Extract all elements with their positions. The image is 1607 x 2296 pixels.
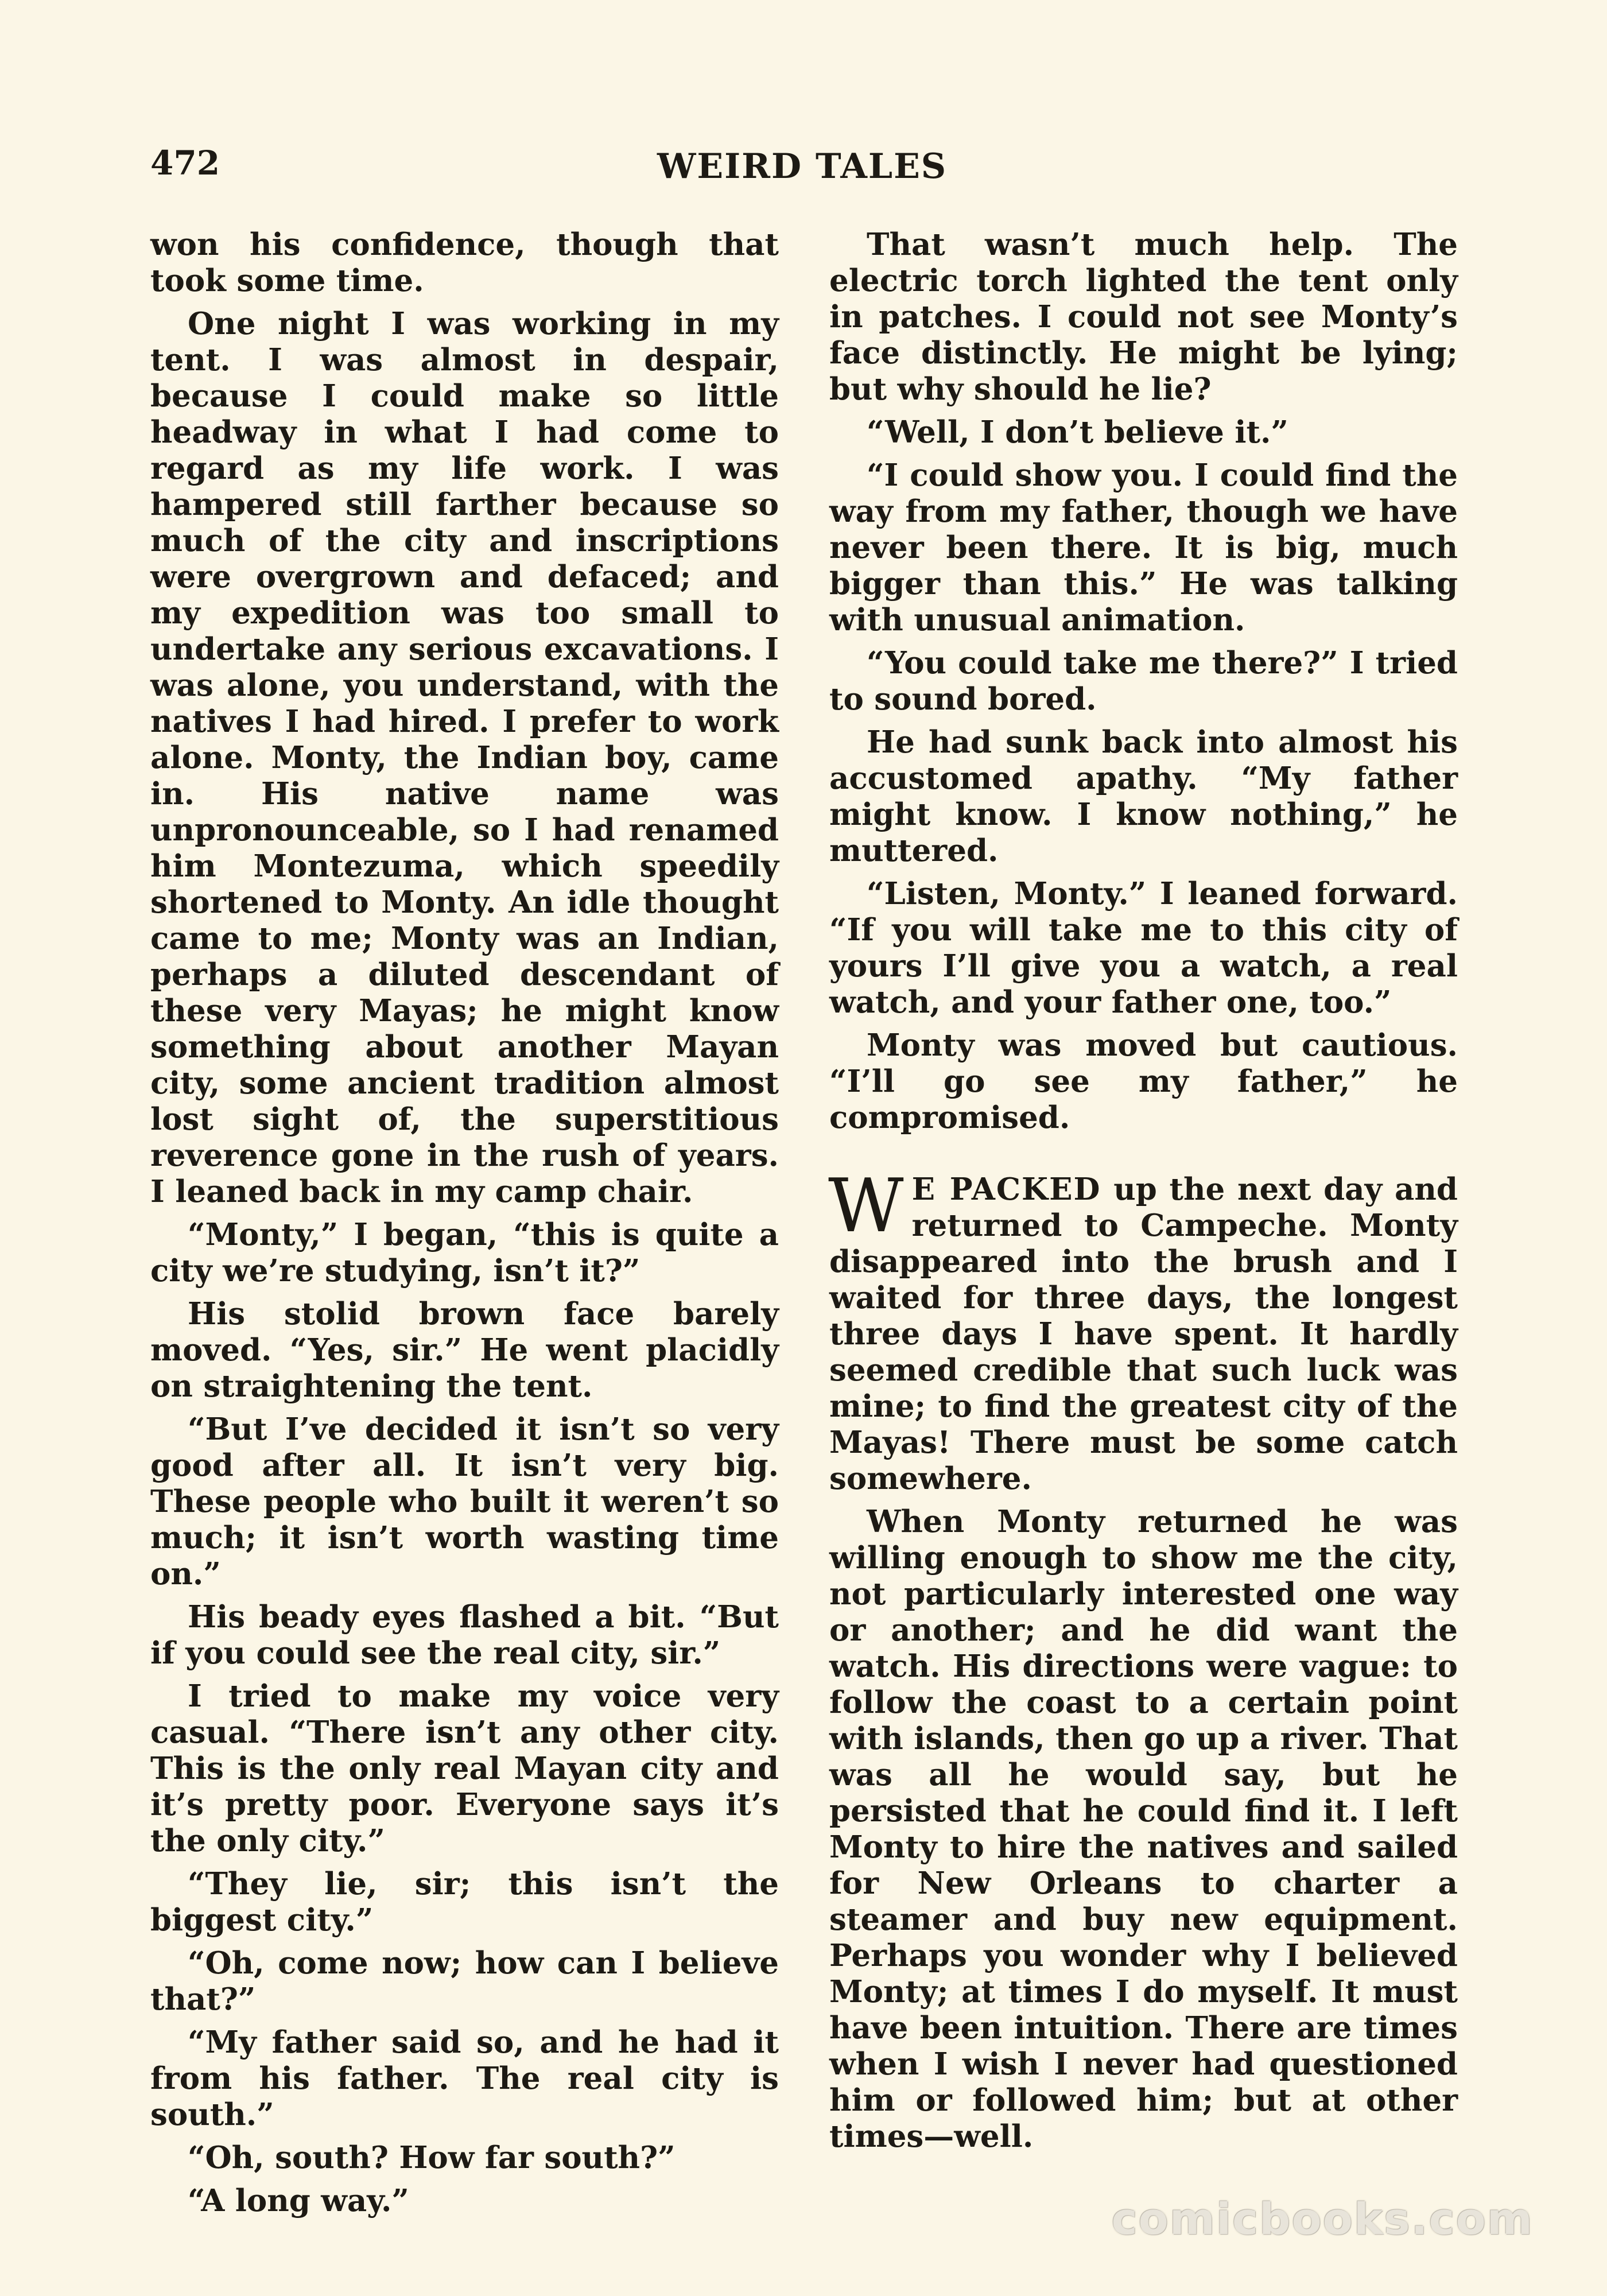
paragraph: “A long way.” — [188, 2183, 409, 2219]
right-column — [829, 227, 1458, 2162]
paragraph: “Oh, south? How far south?” — [188, 2140, 676, 2175]
watermark: comicbooks.com — [1111, 2193, 1534, 2244]
section-opening-paragraph — [828, 1163, 1458, 1497]
left-column — [150, 227, 779, 2226]
paragraph: won his confidence, though that took some time. — [150, 227, 779, 298]
paragraph: “Monty,” I began, “this is quite a city we’re studying, isn’t it?” — [150, 1217, 779, 1289]
paragraph: I tried to make my voice very casual. “There isn’t any other city. This is the only real Mayan city and it’s pretty poor. Everyone says it’s the only city.” — [150, 1678, 779, 1859]
paragraph: His stolid brown face barely moved. “Yes, sir.” He went placidly on straightening the tent. — [150, 1296, 779, 1404]
paragraph: One night I was working in my tent. I was almost in despair, because I could make so little headway in what I had come to regard as my life work. I was hampered still farther because so much of the city and inscriptions were overgrown and defaced; and my expedition was too small to undertake any serious excavations. I was alone, you understand, with the natives I had hired. I prefer to work alone. Monty, the Indian boy, came in. His native name was unpronounceable, so I had renamed him Montezuma, which speedily shortened to Monty. An idle thought came to me; Monty was an Indian, perhaps a diluted descendant of these very Mayas; he might know something about another Mayan city, some ancient tradition almost lost sight of, the superstitious reverence gone in the rush of years. I leaned back in my camp chair. — [150, 306, 779, 1209]
paragraph: Monty was moved but cautious. “I’ll go see my father,” he compromised. — [829, 1027, 1458, 1135]
paragraph: “Oh, come now; how can I believe that?” — [150, 1945, 779, 2017]
running-head: WEIRD TALES — [657, 146, 948, 187]
paragraph: “My father said so, and he had it from his father. The real city is south.” — [150, 2024, 779, 2132]
paragraph: “But I’ve decided it isn’t so very good after all. It isn’t very big. These people who built it weren’t so much; it isn’t worth wasting time on.” — [150, 1411, 779, 1592]
page-number: 472 — [150, 144, 220, 183]
paragraph: “Well, I don’t believe it.” — [867, 414, 1288, 450]
paragraph: When Monty returned he was willing enough to show me the city, not particularly interested one way or another; and he did want the watch. His directions were vague: to follow the coast to a certain point with islands, then go up a river. That was all he would say, but he persisted that he could find it. I left Monty to hire the natives and sailed for New Orleans to charter a steamer and buy new equipment. Perhaps you wonder why I believed Monty; at times I do myself. It must have been intuition. There are times when I wish I never had questioned him or followed him; but at other times—well. — [829, 1504, 1458, 2154]
drop-cap: W — [828, 1163, 904, 1249]
paragraph: “They lie, sir; this isn’t the biggest city.” — [150, 1866, 779, 1938]
paragraph: “You could take me there?” I tried to sound bored. — [829, 645, 1458, 717]
paragraph: That wasn’t much help. The electric torch lighted the tent only in patches. I could not see Monty’s face distinctly. He might be lying; but why should he lie? — [829, 227, 1458, 407]
small-caps-opening: E PACKED — [911, 1172, 1101, 1207]
paragraph: “Listen, Monty.” I leaned forward. “If you will take me to this city of yours I’ll give you a watch, a real watch, and your father one, too.” — [829, 876, 1458, 1020]
paragraph: His beady eyes flashed a bit. “But if you could see the real city, sir.” — [150, 1599, 779, 1671]
paragraph-text: up the next day and returned to Campeche. Monty disappeared into the brush and I waited for three days, the longest three days I have spent. It hardly seemed credible that such luck was mine; to find the greatest city of the Mayas! There must be some catch somewhere. — [829, 1172, 1458, 1496]
paragraph: “I could show you. I could find the way from my father, though we have never been there. It is big, much bigger than this.” He was talking with unusual animation. — [829, 457, 1458, 638]
paragraph: He had sunk back into almost his accustomed apathy. “My father might know. I know nothing,” he muttered. — [829, 724, 1458, 868]
